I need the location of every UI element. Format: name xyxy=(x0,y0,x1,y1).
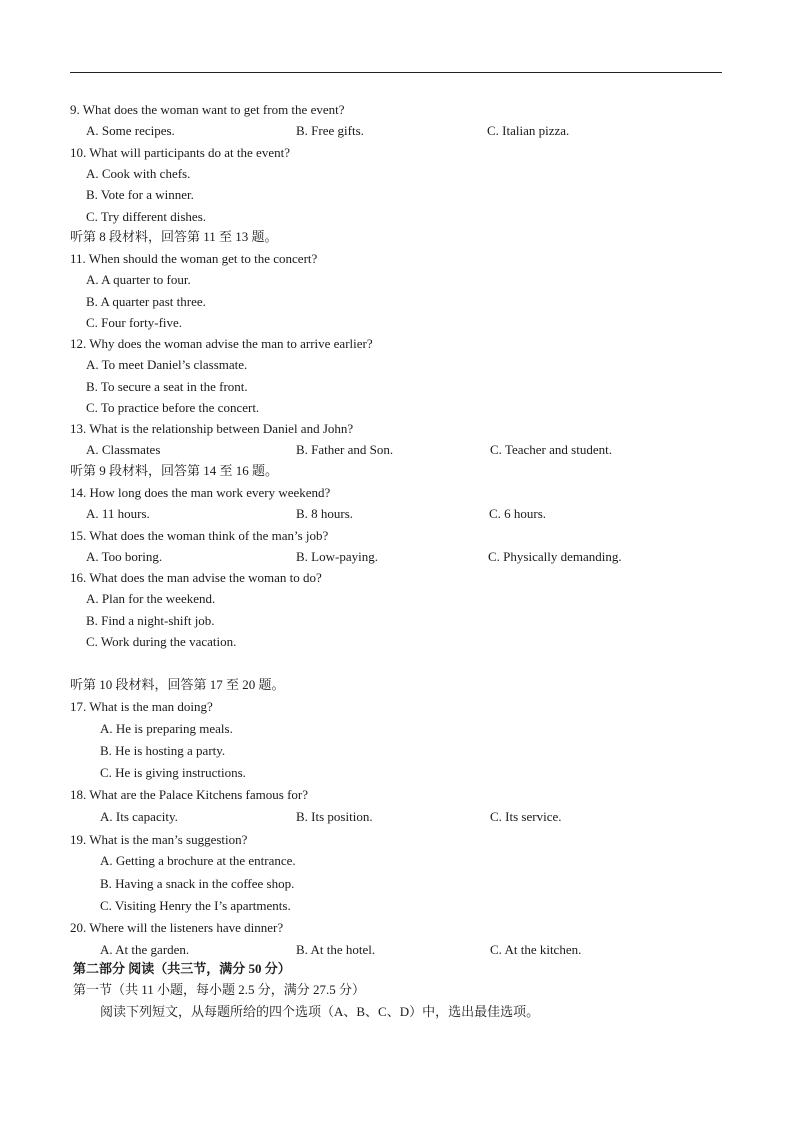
option-b: B. Father and Son. xyxy=(296,442,394,457)
option-b: B. Its position. xyxy=(296,809,373,824)
option-c: C. 6 hours. xyxy=(489,506,547,521)
option-a: A. Its capacity. xyxy=(100,809,178,824)
option-b: B. Find a night-shift job. xyxy=(86,613,215,628)
option-b: B. To secure a seat in the front. xyxy=(86,379,248,394)
option-c: C. Try different dishes. xyxy=(86,209,207,224)
question-stem: 16. What does the man advise the woman to do? xyxy=(70,570,322,585)
option-b: B. Low-paying. xyxy=(296,549,378,564)
option-c: C. Four forty-five. xyxy=(86,315,183,330)
option-a: A. Too boring. xyxy=(86,549,163,564)
question-stem: 10. What will participants do at the event? xyxy=(70,145,290,160)
option-a: A. 11 hours. xyxy=(86,506,150,521)
passage-header: 听第 9 段材料，回答第 14 至 16 题。 xyxy=(70,463,279,478)
option-c: C. Italian pizza. xyxy=(487,123,570,138)
option-c: C. Visiting Henry the I’s apartments. xyxy=(100,898,291,913)
option-a: A. Cook with chefs. xyxy=(86,166,191,181)
option-a: A. He is preparing meals. xyxy=(100,721,233,736)
option-b: B. At the hotel. xyxy=(296,942,376,957)
question-stem: 12. Why does the woman advise the man to arrive earlier? xyxy=(70,336,373,351)
header-rule xyxy=(70,72,722,73)
question-stem: 17. What is the man doing? xyxy=(70,699,213,714)
option-c: C. Physically demanding. xyxy=(488,549,622,564)
option-a: A. Some recipes. xyxy=(86,123,175,138)
option-a: A. At the garden. xyxy=(100,942,190,957)
option-b: B. Free gifts. xyxy=(296,123,364,138)
question-stem: 11. When should the woman get to the concert? xyxy=(70,251,318,266)
option-c: C. Work during the vacation. xyxy=(86,634,237,649)
passage-header: 听第 10 段材料，回答第 17 至 20 题。 xyxy=(70,677,285,692)
option-c: C. At the kitchen. xyxy=(490,942,582,957)
question-stem: 18. What are the Palace Kitchens famous for? xyxy=(70,787,308,802)
question-stem: 19. What is the man’s suggestion? xyxy=(70,832,248,847)
question-stem: 15. What does the woman think of the man’s job? xyxy=(70,528,329,543)
instruction-text: 阅读下列短文，从每题所给的四个选项（A、B、C、D）中，选出最佳选项。 xyxy=(100,1004,540,1019)
option-b: B. Having a snack in the coffee shop. xyxy=(100,876,295,891)
option-b: B. A quarter past three. xyxy=(86,294,206,309)
question-stem: 13. What is the relationship between Daniel and John? xyxy=(70,421,354,436)
option-c: C. Teacher and student. xyxy=(490,442,612,457)
option-a: A. Getting a brochure at the entrance. xyxy=(100,853,296,868)
section-title: 第二部分 阅读（共三节，满分 50 分） xyxy=(73,961,291,976)
option-a: A. A quarter to four. xyxy=(86,272,191,287)
passage-header: 听第 8 段材料，回答第 11 至 13 题。 xyxy=(70,229,278,244)
option-b: B. 8 hours. xyxy=(296,506,354,521)
option-c: C. He is giving instructions. xyxy=(100,765,246,780)
option-b: B. He is hosting a party. xyxy=(100,743,226,758)
option-a: A. Classmates xyxy=(86,442,161,457)
question-stem: 20. Where will the listeners have dinner? xyxy=(70,920,284,935)
option-b: B. Vote for a winner. xyxy=(86,187,194,202)
question-stem: 9. What does the woman want to get from the event? xyxy=(70,102,345,117)
option-a: A. To meet Daniel’s classmate. xyxy=(86,357,248,372)
option-c: C. To practice before the concert. xyxy=(86,400,260,415)
question-stem: 14. How long does the man work every weekend? xyxy=(70,485,331,500)
option-c: C. Its service. xyxy=(490,809,562,824)
option-a: A. Plan for the weekend. xyxy=(86,591,216,606)
subsection-title: 第一节（共 11 小题，每小题 2.5 分，满分 27.5 分） xyxy=(73,982,366,997)
